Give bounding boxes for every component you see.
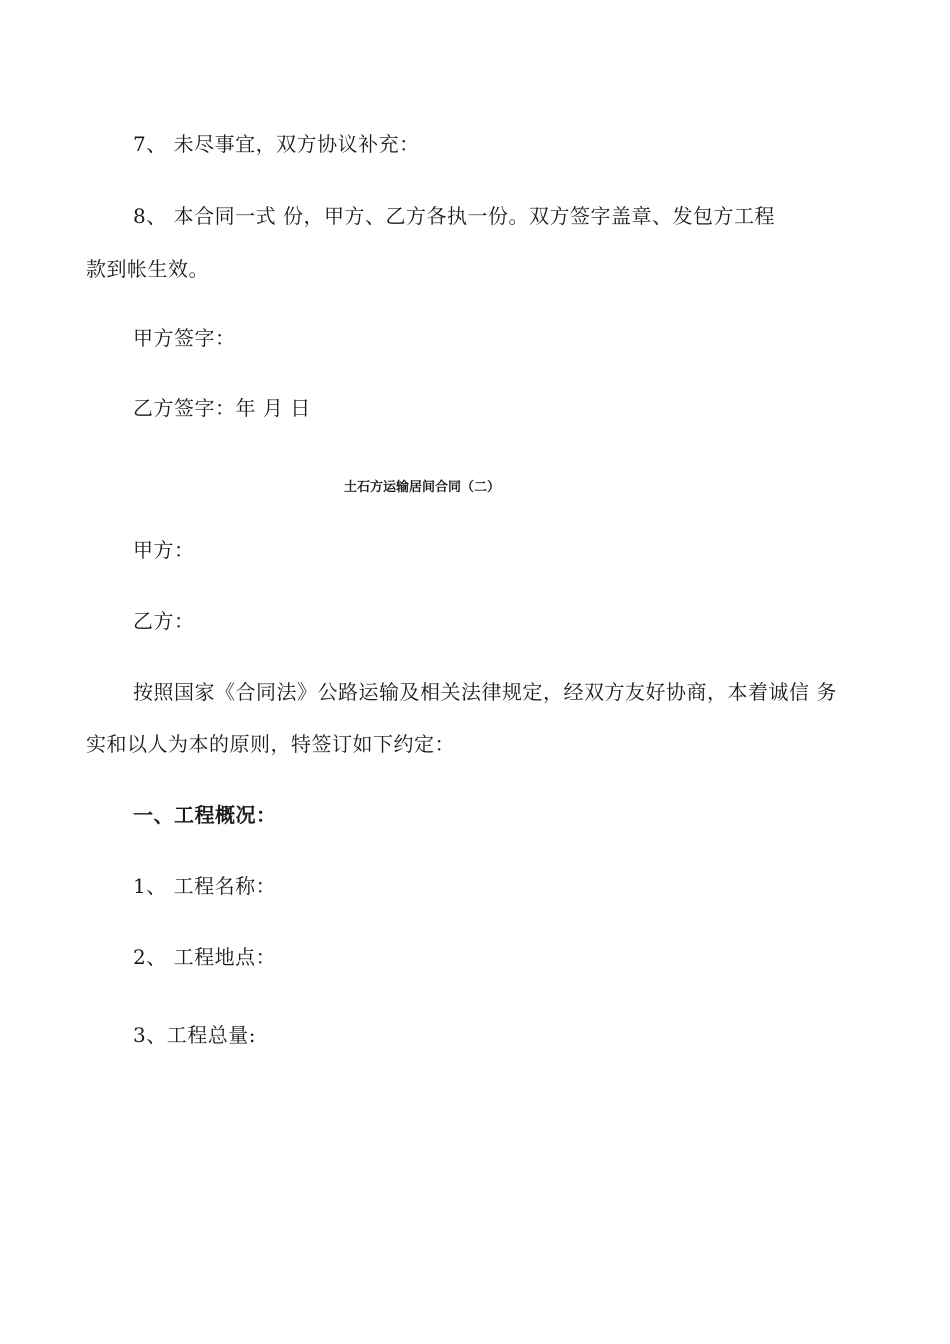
intro-paragraph-line-1: 按照国家《合同法》公路运输及相关法律规定，经双方友好协商，本着诚信 务 — [133, 680, 837, 704]
party-b-signature-date: 乙方签字：年 月 日 — [133, 396, 311, 420]
clause-8-line-1: 8、 本合同一式 份，甲方、乙方各执一份。双方签字盖章、发包方工程 — [133, 204, 775, 228]
section-1-heading: 一、工程概况： — [133, 803, 277, 827]
project-location-field: 2、 工程地点： — [133, 945, 277, 969]
contract-2-party-b: 乙方： — [133, 609, 195, 633]
intro-paragraph-line-2: 实和以人为本的原则，特签订如下约定： — [86, 732, 455, 756]
contract-2-party-a: 甲方： — [133, 538, 195, 562]
project-name-field: 1、 工程名称： — [133, 874, 277, 898]
clause-7: 7、 未尽事宜，双方协议补充： — [133, 132, 420, 156]
project-total-field: 3、工程总量: — [133, 1023, 256, 1047]
clause-8-line-2: 款到帐生效。 — [86, 257, 209, 281]
party-a-signature: 甲方签字： — [133, 326, 236, 350]
contract-2-title: 土石方运输居间合同（二） — [344, 480, 501, 495]
